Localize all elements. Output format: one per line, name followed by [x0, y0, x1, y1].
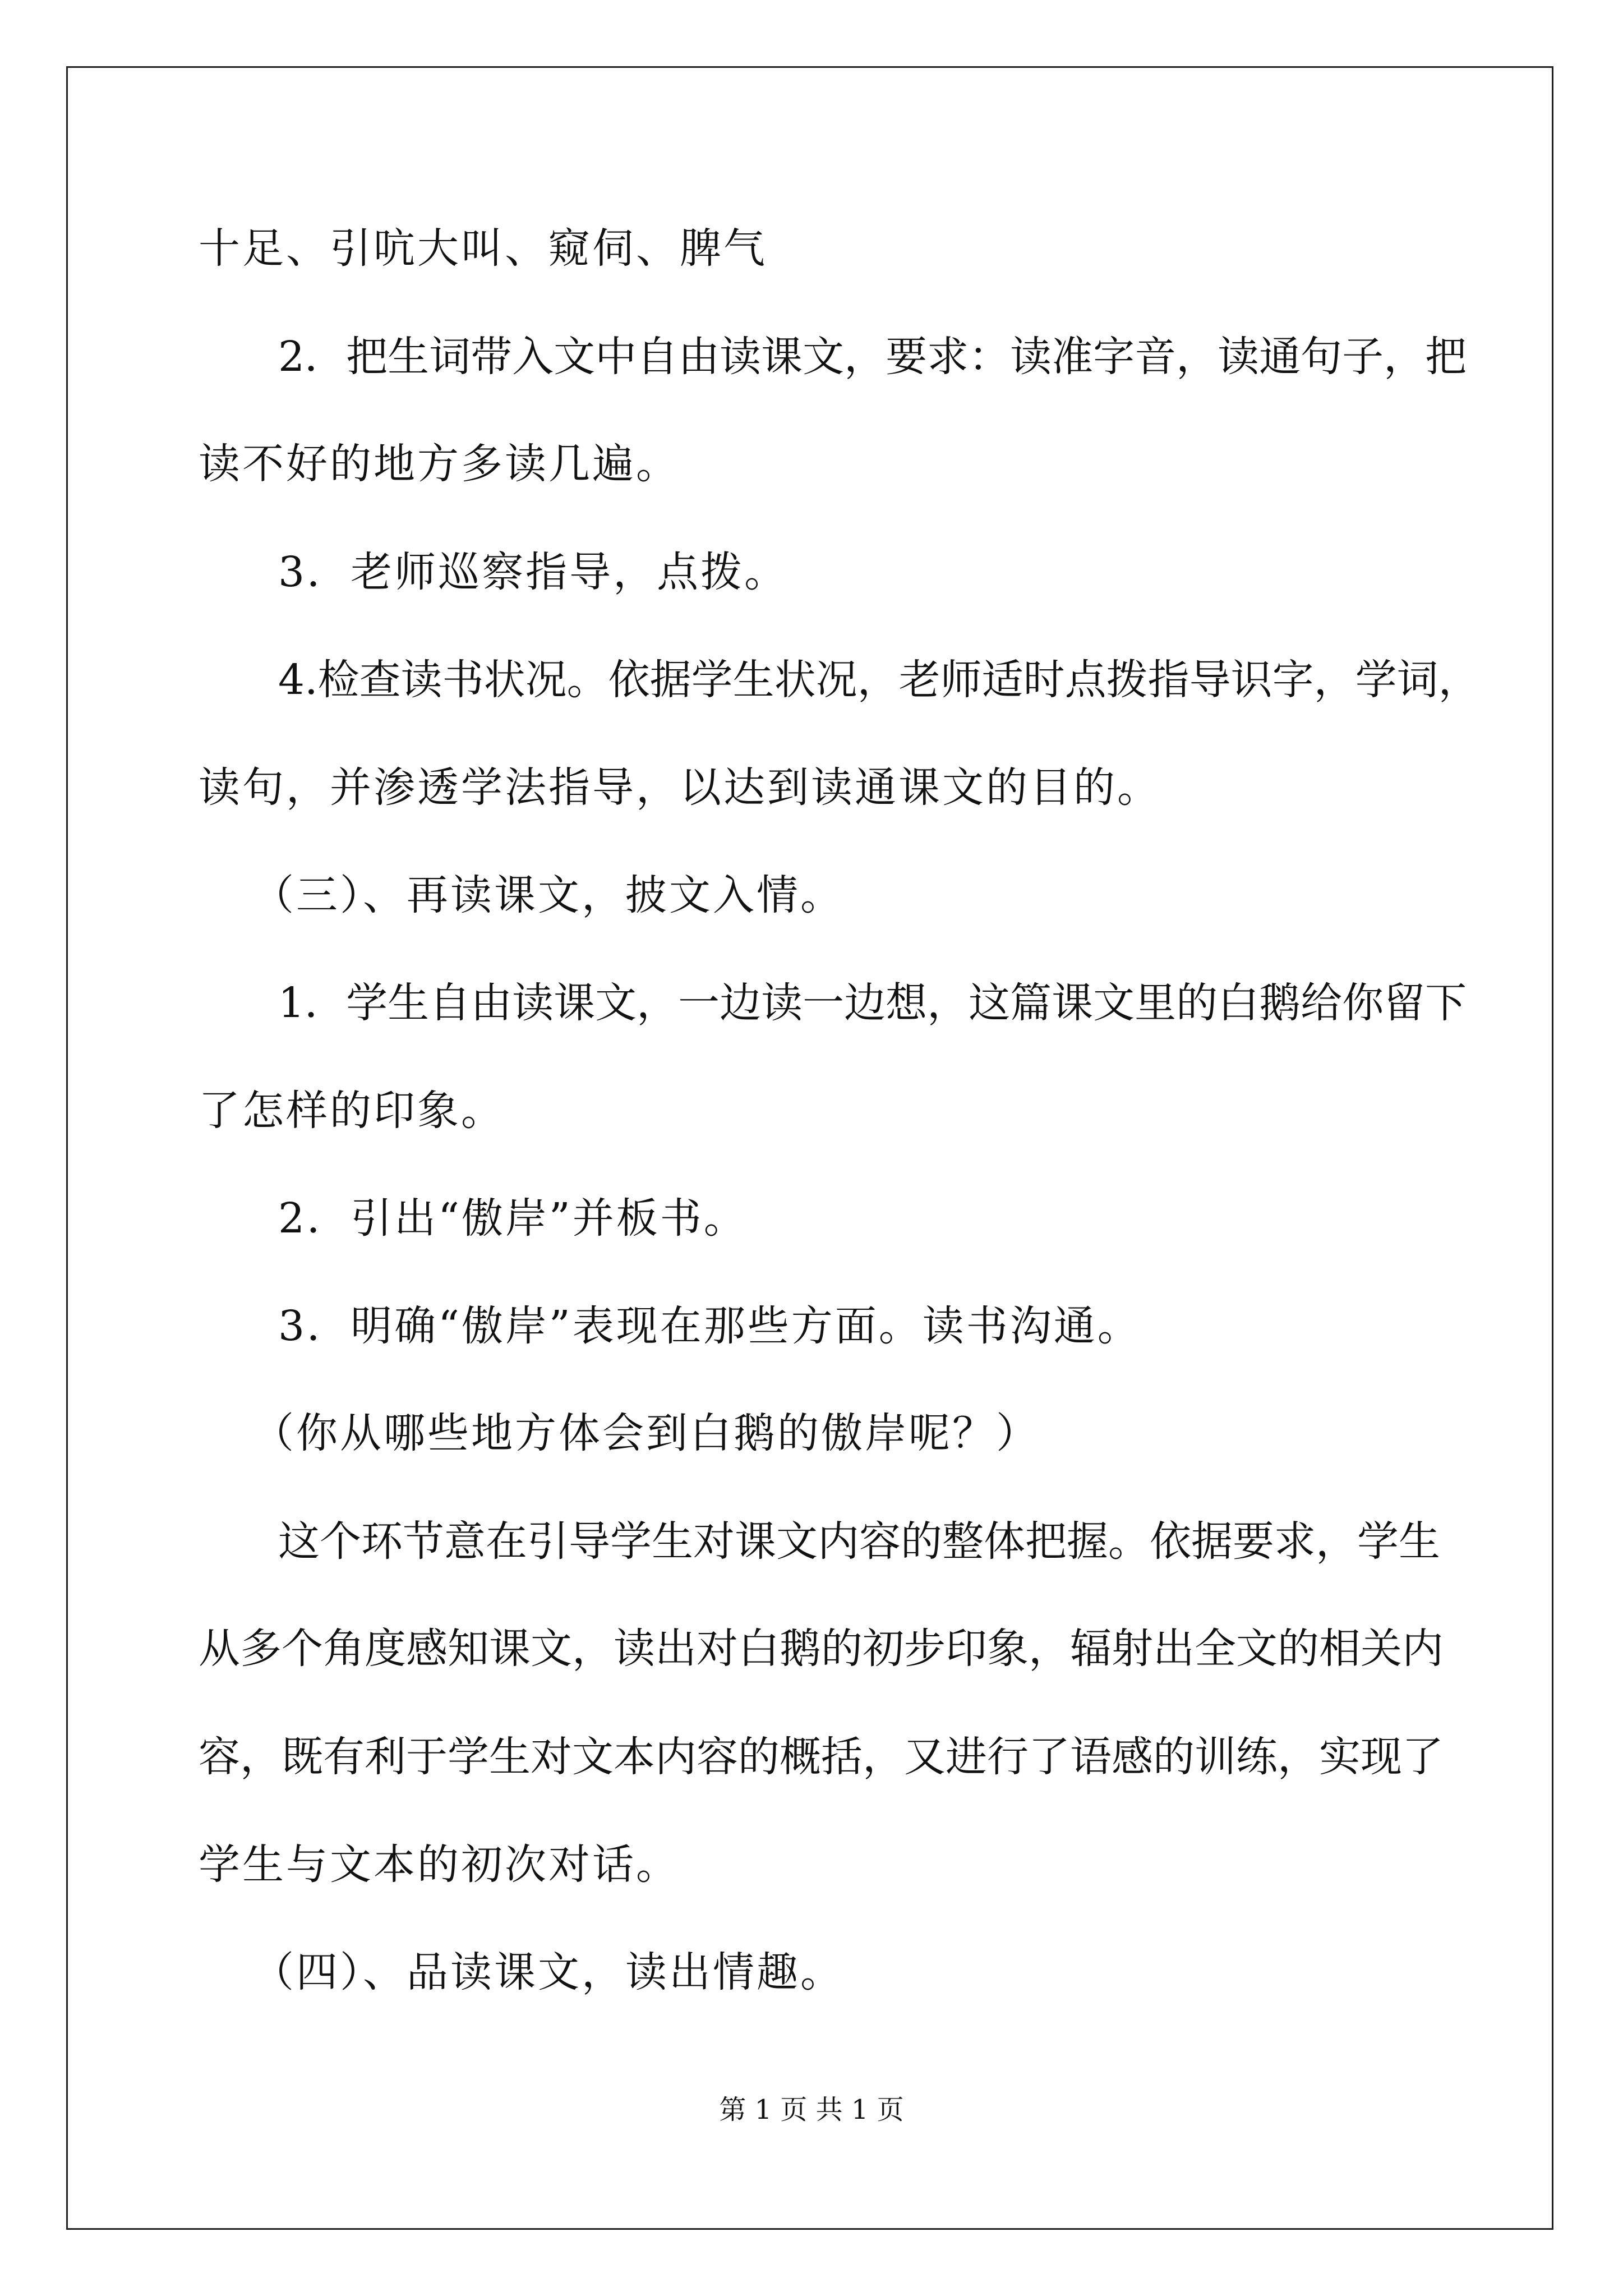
text-line: 这 个 环 节 意 在 引 导 学 生 对 课 文 内 容 的 整 体 把 握 。 依 据 要 求 ， 学 生 — [278, 1517, 1440, 1566]
text-line: 了怎样的印象。 — [199, 1087, 505, 1135]
text-line: 1 ． 学 生 自 由 读 课 文 ， 一 边 读 一 边 想 ， 这 篇 课 文 里 的 白 鹅 给 你 留 下 — [278, 979, 1467, 1027]
text-line: 十足、引吭大叫、窥伺、脾气 — [199, 224, 767, 273]
text-line: 从 多 个 角 度 感 知 课 文 ， 读 出 对 白 鹅 的 初 步 印 象 ， 辐 射 出 全 文 的 相 关 内 — [199, 1625, 1444, 1673]
section-heading: （三）、再读课文，披文入情。 — [252, 871, 844, 919]
section-heading: （四）、品读课文，读出情趣。 — [252, 1948, 844, 1996]
text-line: 学生与文本的初次对话。 — [199, 1841, 680, 1889]
text-line: （你从哪些地方体会到白鹅的傲岸呢？） — [252, 1409, 1040, 1457]
text-line: 2 ． 把 生 词 带 入 文 中 自 由 读 课 文 ， 要 求 ： 读 准 字 音 ， 读 通 句 子 ， 把 — [278, 333, 1467, 381]
text-line: 3．老师巡察指导，点拨。 — [278, 548, 789, 596]
text-line: 2．引出“傲岸”并板书。 — [278, 1194, 748, 1243]
page-footer: 第 1 页 共 1 页 — [719, 2094, 904, 2125]
text-line: 3．明确“傲岸”表现在那些方面。读书沟通。 — [278, 1302, 1141, 1350]
page-border — [66, 66, 1553, 2230]
text-line: 读句，并渗透学法指导，以达到读通课文的目的。 — [199, 763, 1161, 812]
text-line: 读不好的地方多读几遍。 — [199, 440, 680, 488]
text-line: 4 . 检 查 读 书 状 况 。 依 据 学 生 状 况 ， 老 师 适 时 点 拨 指 导 识 字 ， 学 词 ， — [278, 656, 1480, 704]
text-line: 容 ， 既 有 利 于 学 生 对 文 本 内 容 的 概 括 ， 又 进 行 了 语 感 的 训 练 ， 实 现 了 — [199, 1733, 1444, 1781]
